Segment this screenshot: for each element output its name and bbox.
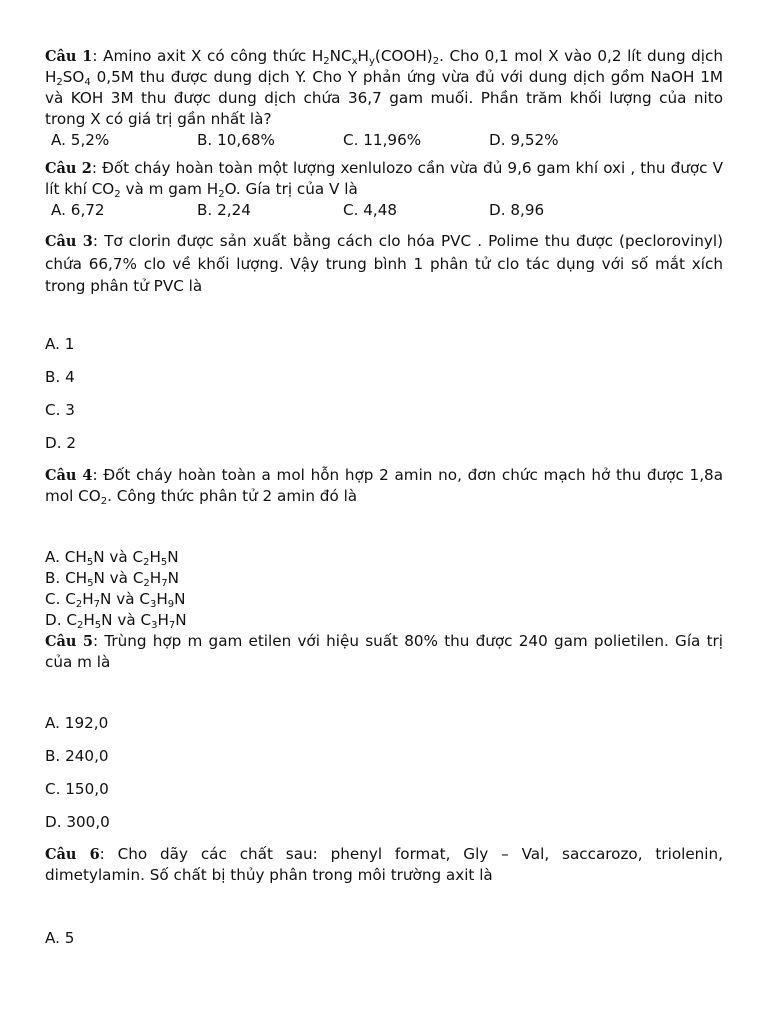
- question-3-option-c[interactable]: C. 3: [45, 401, 75, 419]
- question-5-option-d[interactable]: D. 300,0: [45, 813, 110, 831]
- question-6-label: Câu 6: [45, 846, 100, 863]
- question-1-label: Câu 1: [45, 48, 93, 65]
- question-6-option-a[interactable]: A. 5: [45, 929, 75, 947]
- question-1-option-b[interactable]: B. 10,68%: [197, 131, 275, 149]
- question-4-option-b[interactable]: B. $CH_5N$ và $C_2H_7N$: [45, 569, 179, 589]
- question-2-text: Câu 2: Đốt cháy hoàn toàn một lượng xenlulozo cần vừa đủ 9,6 gam khí oxi , thu được V lít khí $CO_2$ và m gam $H_2O$. Gía trị của V là: [45, 159, 723, 200]
- question-3-option-b[interactable]: B. 4: [45, 368, 75, 386]
- question-4-option-c[interactable]: C. $C_2H_7N$ và $C_3H_9N$: [45, 590, 186, 610]
- question-2-option-b[interactable]: B. 2,24: [197, 201, 251, 219]
- question-2-option-c[interactable]: C. 4,48: [343, 201, 398, 219]
- question-3-text: Câu 3: Tơ clorin được sản xuất bằng cách clo hóa PVC . Polime thu được (peclorovinyl) chứa 66,7% clo về khối lượng. Vậy trung bình 1 phân tử clo tác dụng với số mắt xích trong phân tử PVC là: [45, 232, 723, 295]
- question-2-option-a[interactable]: A. 6,72: [51, 201, 105, 219]
- question-5-option-b[interactable]: B. 240,0: [45, 747, 109, 765]
- question-2-options: [45, 200, 723, 220]
- question-2-label: Câu 2: [45, 160, 92, 177]
- question-3-label: Câu 3: [45, 233, 93, 250]
- question-1-option-a[interactable]: A. 5,2%: [51, 131, 110, 149]
- question-5-label: Câu 5: [45, 633, 94, 650]
- question-5-text: Câu 5: Trùng hợp m gam etilen với hiệu suất 80% thu được 240 gam polietilen. Gía trị của m là: [45, 632, 723, 671]
- question-4-options: [45, 547, 723, 631]
- question-1-option-c[interactable]: C. 11,96%: [343, 131, 422, 149]
- document-page: [45, 46, 723, 948]
- question-3-option-d[interactable]: D. 2: [45, 434, 77, 452]
- question-5-option-a[interactable]: A. 192,0: [45, 714, 109, 732]
- question-5-option-c[interactable]: C. 150,0: [45, 780, 109, 798]
- question-6-text: Câu 6: Cho dãy các chất sau: phenyl format, Gly – Val, saccarozo, triolenin, dimetylamin. Số chất bị thủy phân trong môi trường axit là: [45, 845, 723, 884]
- question-2-option-d[interactable]: D. 8,96: [489, 201, 545, 219]
- question-4-label: Câu 4: [45, 467, 93, 484]
- question-1-option-d[interactable]: D. 9,52%: [489, 131, 559, 149]
- question-4-option-d[interactable]: D. $C_2H_5N$ và $C_3H_7N$: [45, 611, 187, 631]
- question-1-options: [45, 130, 723, 150]
- question-3-option-a[interactable]: A. 1: [45, 335, 75, 353]
- question-1-text: Câu 1: Amino axit X có công thức $H_2NC_xH_y(COOH)_2$. Cho 0,1 mol X vào 0,2 lít dung dịch $H_2SO_4$ 0,5M thu được dung dịch Y. Cho Y phản ứng vừa đủ với dung dịch gồm NaOH 1M và KOH 3M thu được dung dịch chứa 36,7 gam muối. Phần trăm khối lượng của nito trong X có giá trị gần nhất là?: [45, 47, 723, 128]
- question-4-option-a[interactable]: A. $CH_5N$ và $C_2H_5N$: [45, 548, 179, 568]
- question-4-text: Câu 4: Đốt cháy hoàn toàn a mol hỗn hợp 2 amin no, đơn chức mạch hở thu được 1,8a mol $CO_2$. Công thức phân tử 2 amin đó là: [45, 466, 723, 507]
